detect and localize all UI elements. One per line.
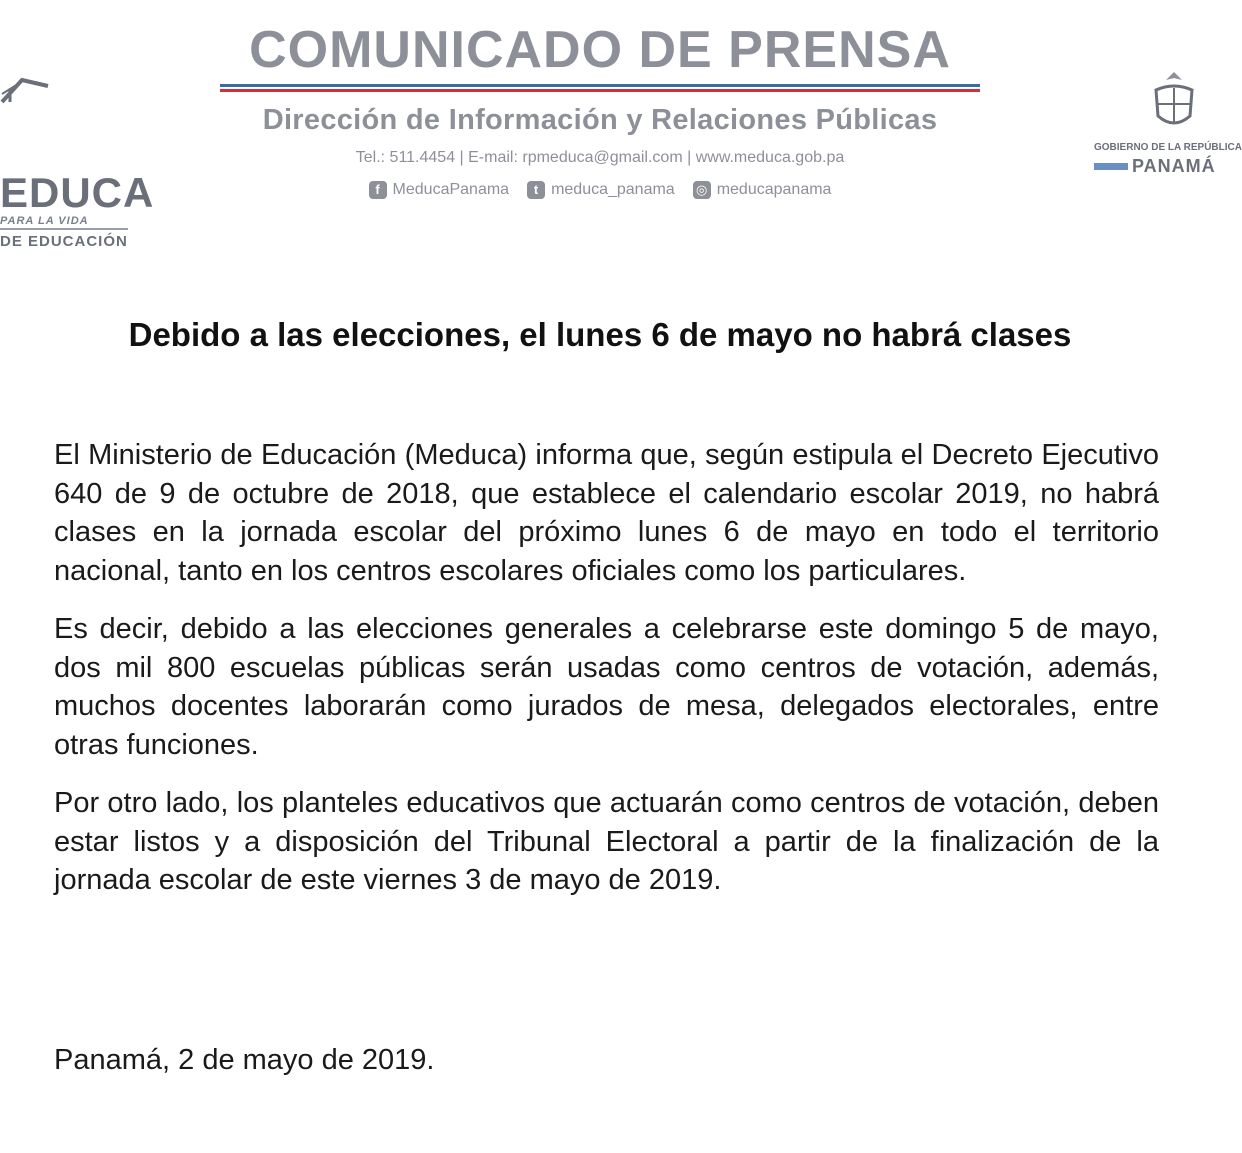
- instagram-handle: meducapanama: [716, 181, 832, 198]
- government-logo: [1090, 68, 1242, 178]
- meduca-logo: [0, 72, 155, 250]
- blue-stripe: [220, 84, 980, 87]
- press-header: [190, 22, 1010, 199]
- paragraph: El Ministerio de Educación (Meduca) informa que, según estipula el Decreto Ejecutivo 640 de 9 de octubre de 2018, que establece el calendario escolar 2019, no habrá clases en la jornada escolar del próximo lunes 6 de mayo en todo el territorio nacional, tanto en los centros escolares oficiales como los particulares.: [54, 439, 1159, 587]
- flag-bar: [1094, 163, 1128, 170]
- facebook-link[interactable]: [369, 181, 510, 199]
- meduca-logo-subtitle: DE EDUCACIÓN: [0, 233, 128, 250]
- paragraph: Es decir, debido a las elecciones generales a celebrarse este domingo 5 de mayo, dos mil 800 escuelas públicas serán usadas como centros de votación, además, muchos docentes laborarán como jurados de mesa, delegados electorales, entre otras funciones.: [54, 613, 1159, 761]
- meduca-logo-tagline: PARA LA VIDA: [0, 215, 89, 227]
- department-name: Dirección de Información y Relaciones Públicas: [262, 104, 938, 136]
- press-body: [54, 436, 1159, 920]
- twitter-icon: t: [527, 181, 545, 199]
- twitter-link[interactable]: [527, 181, 675, 199]
- government-label: GOBIERNO DE LA REPÚBLICA: [1094, 142, 1242, 153]
- press-title: COMUNICADO DE PRENSA: [249, 21, 951, 79]
- social-links: [190, 181, 1010, 199]
- coat-of-arms-icon: [1148, 68, 1200, 138]
- instagram-link[interactable]: [693, 181, 832, 199]
- dateline: Panamá, 2 de mayo de 2019.: [54, 1044, 435, 1076]
- headline: Debido a las elecciones, el lunes 6 de mayo no habrá clases: [128, 316, 1072, 353]
- meduca-logo-word: EDUCA: [0, 169, 155, 216]
- school-roof-icon: [0, 72, 60, 112]
- twitter-handle: meduca_panama: [551, 181, 675, 198]
- country-label: PANAMÁ: [1132, 156, 1216, 176]
- logo-divider: [0, 228, 128, 230]
- facebook-handle: MeducaPanama: [392, 181, 510, 198]
- paragraph: Por otro lado, los planteles educativos que actuarán como centros de votación, deben estar listos y a disposición del Tribunal Electoral a partir de la finalización de la jornada escolar de este viernes 3 de mayo de 2019.: [54, 787, 1159, 896]
- facebook-icon: f: [369, 181, 387, 199]
- contact-line: Tel.: 511.4454 | E-mail: rpmeduca@gmail.com | www.meduca.gob.pa: [355, 149, 845, 166]
- instagram-icon: ◎: [693, 181, 711, 199]
- header-stripes: [220, 84, 980, 92]
- red-stripe: [220, 89, 980, 92]
